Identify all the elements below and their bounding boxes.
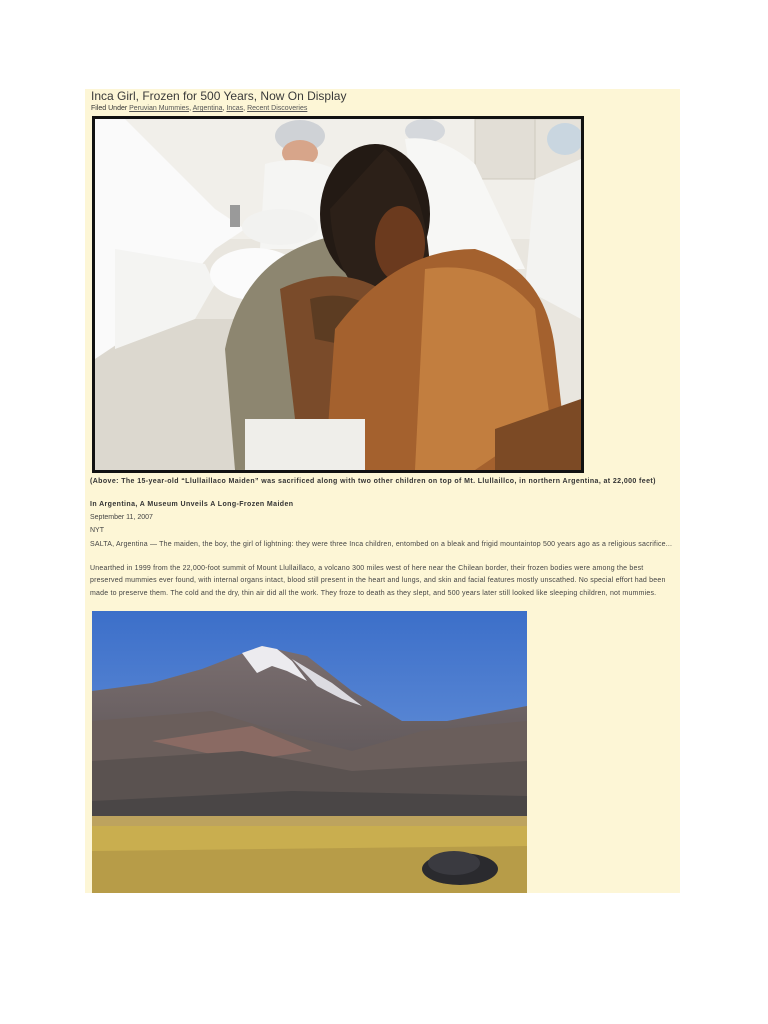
photo-caption: (Above: The 15-year-old “Llullaillaco Maiden” was sacrificed along with two other children on top of Mt. Llullaillco, in northern Argentina, at 22,000 feet) bbox=[90, 478, 656, 485]
article-source: NYT bbox=[90, 527, 104, 534]
maiden-photo bbox=[92, 116, 584, 473]
filed-under-label: Filed Under bbox=[91, 105, 128, 112]
article-paragraph-1: SALTA, Argentina — The maiden, the boy, the girl of lightning: they were three Inca children, entombed on a bleak and frigid mountaintop 500 years ago as a religious sacrifice... bbox=[90, 541, 673, 548]
category-link-recent-discoveries[interactable]: Recent Discoveries bbox=[247, 105, 308, 112]
category-link-incas[interactable]: Incas bbox=[226, 105, 244, 112]
category-link-argentina[interactable]: Argentina bbox=[192, 105, 223, 112]
filed-under: Filed Under Peruvian Mummies, Argentina, Incas, Recent Discoveries bbox=[91, 105, 308, 112]
article-date: September 11, 2007 bbox=[90, 514, 153, 521]
mountain-photo bbox=[92, 611, 527, 893]
article-page bbox=[85, 89, 680, 893]
article-headline: In Argentina, A Museum Unveils A Long-Frozen Maiden bbox=[90, 501, 294, 508]
page-title: Inca Girl, Frozen for 500 Years, Now On Display bbox=[91, 89, 347, 103]
article-paragraph-2: Unearthed in 1999 from the 22,000-foot summit of Mount Llullaillaco, a volcano 300 miles west of here near the Chilean border, their frozen bodies were among the best preserved mummies ever found, with internal organs intact, blood still present in the heart and lungs, and skin and facial features mostly unscathed. No special effort had been made to preserve them. The cold and the dry, thin air did all the work. They froze to death as they slept, and 500 years later still looked like sleeping children, not mummies. bbox=[90, 565, 666, 597]
category-link-peruvian-mummies[interactable]: Peruvian Mummies bbox=[129, 105, 190, 112]
